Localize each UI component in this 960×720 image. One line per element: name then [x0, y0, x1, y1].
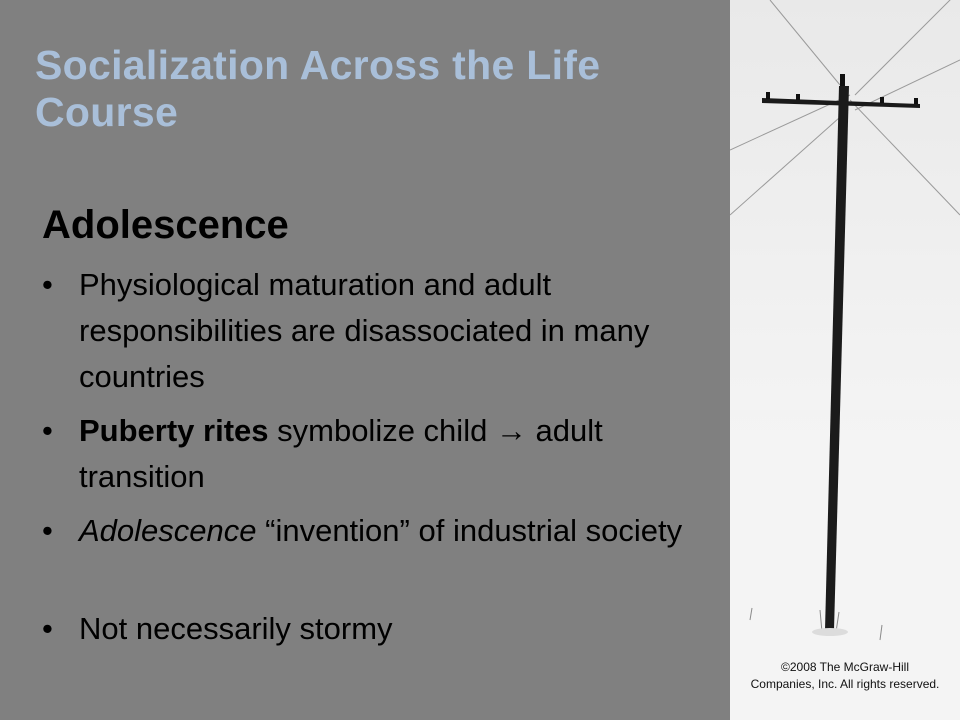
section-heading: Adolescence — [42, 203, 289, 247]
utility-pole-photo — [730, 0, 960, 720]
bullet-italic-term: Adolescence — [79, 513, 257, 548]
insulator — [796, 94, 800, 100]
bullet-dot: • — [42, 513, 53, 548]
bullet-item — [42, 262, 722, 400]
insulator — [880, 97, 884, 103]
pole-top-insulator — [840, 74, 845, 88]
bullet-item — [42, 606, 722, 652]
bullet-item — [42, 508, 722, 600]
utility-pole-illustration — [730, 0, 960, 720]
pole-base-snow — [812, 628, 848, 636]
copyright-line-2: Companies, Inc. All rights reserved. — [750, 677, 940, 691]
bullet-dot: • — [42, 267, 53, 302]
bullet-text: symbolize child → adult transition — [79, 413, 603, 494]
bullet-list — [42, 262, 722, 652]
copyright-notice — [730, 659, 960, 693]
insulator — [914, 98, 918, 104]
slide-title: Socialization Across the Life Course — [35, 42, 601, 135]
bullet-dot: • — [42, 611, 53, 646]
bullet-dot: • — [42, 413, 53, 448]
bullet-bold-term: Puberty rites — [79, 413, 269, 448]
bullet-item — [42, 408, 722, 500]
insulator — [766, 92, 770, 99]
bullet-text: Physiological maturation and adult responsibilities are disassociated in many countries — [79, 267, 650, 394]
bullet-text: “invention” of industrial society — [256, 513, 683, 548]
copyright-line-1: ©2008 The McGraw-Hill — [781, 660, 909, 674]
bullet-text: Not necessarily stormy — [79, 611, 393, 646]
